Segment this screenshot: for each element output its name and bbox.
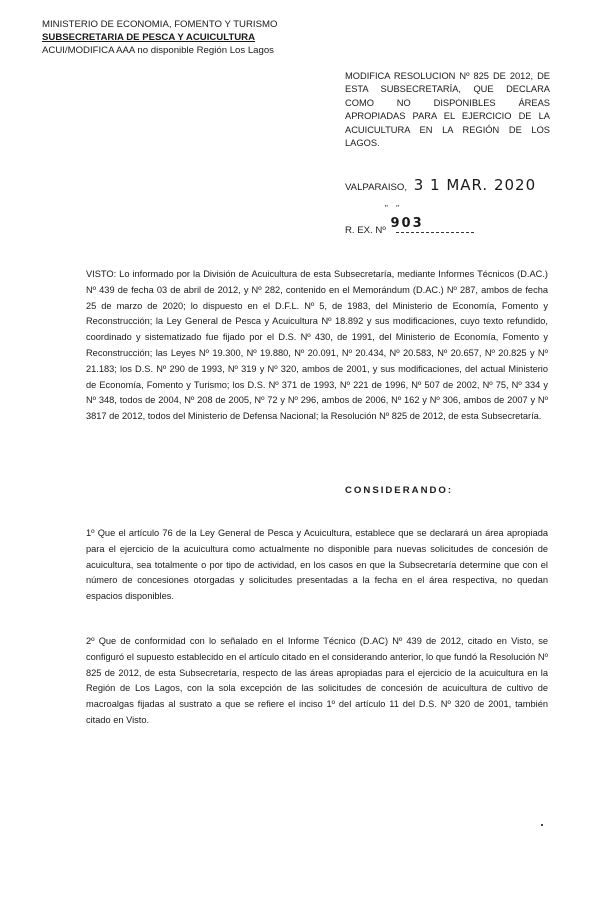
city: VALPARAISO, [345, 182, 408, 193]
ministry-name: MINISTERIO DE ECONOMIA, FOMENTO Y TURISMO [42, 19, 278, 30]
scan-speck [541, 824, 543, 826]
considerando-heading: CONSIDERANDO: [345, 485, 454, 496]
place-date [345, 176, 536, 194]
resolution-title: MODIFICA RESOLUCION Nº 825 DE 2012, DE ESTA SUBSECRETARÍA, QUE DECLARA COMO NO DISPONIBLES ÁREAS APROPIADAS PARA EL EJERCICIO DE LA ACUICULTURA EN LA REGIÓN DE LOS LAGOS. [345, 71, 550, 149]
resolution-number [345, 216, 474, 237]
resolution-label: R. EX. Nº [345, 225, 386, 236]
considerando-1: 1º Que el artículo 76 de la Ley General de Pesca y Acuicultura, establece que se declarará un área apropiada para el ejercicio de la acuicultura como actualmente no disponible para nuevas solicitudes de concesión de acuicultura, sea totalmente o por tipo de actividad, en los casos en que la Subsecretaría determine que con el número de concesiones otorgadas y solicitudes presentadas a la fecha en el área respectiva, no quedan espacios disponibles. [86, 528, 548, 602]
considerando-2: 2º Que de conformidad con lo señalado en el Informe Técnico (D.AC) Nº 439 de 2012, citado en Visto, se configuró el supuesto establecido en el artículo citado en el considerando anterior, lo que fundó la Resolución Nº 825 de 2012, de esta Subsecretaría, respecto de las áreas apropiadas para el ejercicio de la acuicultura en la Región de Los Lagos, con la sola excepción de las solicitudes de concesión de acuicultura de cultivo de macroalgas fijadas al sustrato a que se refiere el inciso 1º del artículo 11 del D.S. Nº 320 de 2001, también citado en Visto. [86, 636, 548, 725]
date-stamp: 3 1 MAR. 2020 [413, 176, 537, 194]
number-underline [396, 232, 474, 233]
resolution-number-value: 903 [390, 216, 424, 231]
subsecretaria-name: SUBSECRETARIA DE PESCA Y ACUICULTURA [42, 32, 256, 43]
letterhead [42, 18, 277, 57]
stamp-marks: " " [385, 204, 402, 213]
visto-paragraph: VISTO: Lo informado por la División de Acuicultura de esta Subsecretaría, mediante Informes Técnicos (D.AC.) Nº 439 de fecha 03 de abril de 2012, y Nº 282, contenido en el Memorándum (D.AC.) Nº 287, ambos de fecha 25 de marzo de 2020; lo dispuesto en el D.F.L. Nº 5, de 1983, del Ministerio de Economía, Fomento y Reconstrucción; la Ley General de Pesca y Acuicultura Nº 18.892 y sus modificaciones, cuyo texto refundido, coordinado y sistematizado fue fijado por el D.S. Nº 430, de 1991, del Ministerio de Economía, Fomento y Reconstrucción; las Leyes Nº 19.300, Nº 19.880, Nº 20.091, Nº 20.434, Nº 20.583, Nº 20.657, Nº 20.825 y Nº 21.183; los D.S. Nº 290 de 1993, Nº 319 y Nº 320, ambos de 2001, y sus modificaciones, del actual Ministerio de Economía, Fomento y Turismo; los D.S. Nº 371 de 1993, Nº 221 de 1996, Nº 507 de 2002, Nº 75, Nº 334 y Nº 348, todos de 2004, Nº 208 de 2005, Nº 72 y Nº 296, ambos de 2006, Nº 162 y Nº 306, ambos de 2007 y Nº 3817 de 2012, todos del Ministerio de Defensa Nacional; la Resolución Nº 825 de 2012, de esta Subsecretaría. [86, 269, 548, 422]
file-reference: ACUI/MODIFICA AAA no disponible Región Los Lagos [42, 45, 274, 56]
